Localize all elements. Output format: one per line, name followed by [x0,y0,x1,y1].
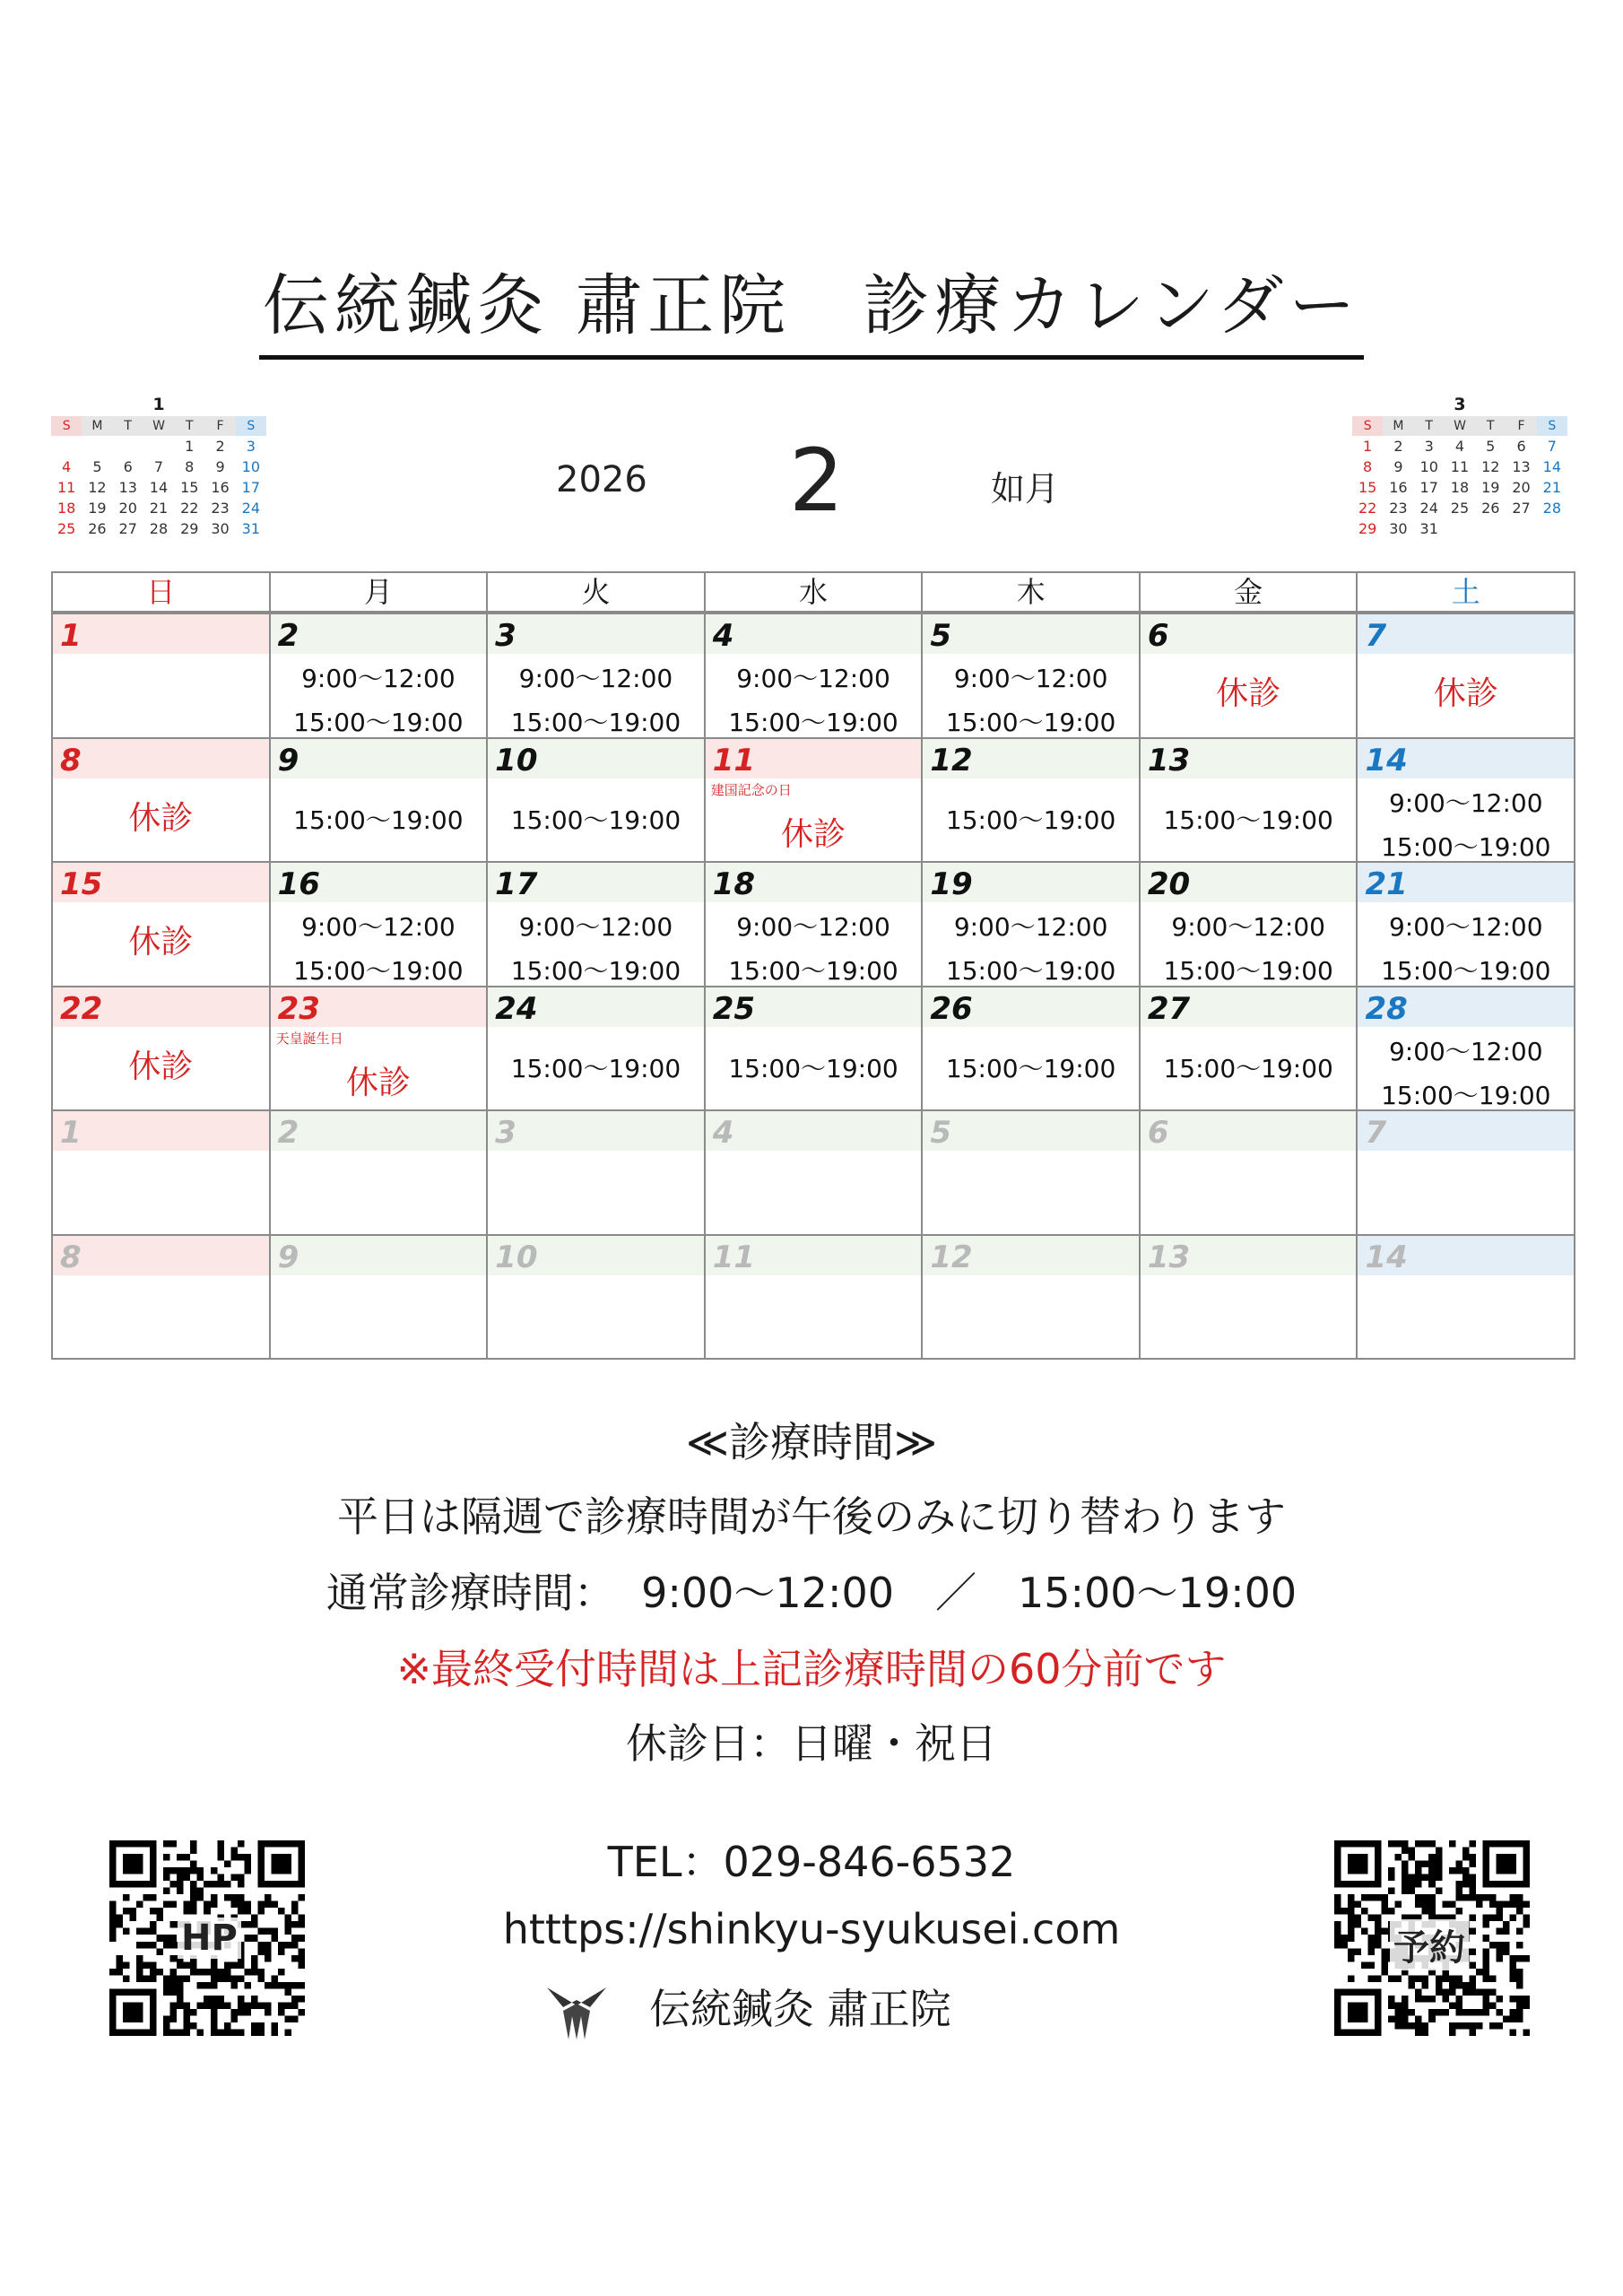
calendar-day-cell [486,739,704,862]
calendar-day-cell [1356,1111,1574,1234]
day-header-band [53,1236,269,1275]
page-title: 伝統鍼灸 肅正院 診療カレンダー [0,253,1623,360]
mini-day: 23 [211,500,230,517]
website-url[interactable]: htttps://shinkyu-syukusei.com [502,1905,1121,1953]
weekday-header: 日 [146,575,176,609]
mini-day: 30 [1389,520,1408,537]
weekday-header: 金 [1139,573,1357,611]
closed-days: 休診日：日曜・祝日 [626,1719,997,1768]
calendar-day-cell [53,739,269,862]
mini-weekday: T [174,416,204,436]
day-number: 28 [1365,990,1408,1027]
day-number: 10 [495,1239,538,1275]
calendar-day-cell [921,739,1139,862]
mini-day: 4 [1454,438,1465,455]
mini-day: 13 [118,479,137,496]
calendar-day-cell [704,987,922,1110]
calendar-week-row [53,737,1574,862]
mini-day: 16 [1389,479,1408,496]
day-number: 6 [1147,618,1169,654]
afternoon-hours: 15:00〜19:00 [1381,956,1551,986]
day-number: 1 [60,1115,82,1151]
mini-weekday: T [1475,416,1506,436]
afternoon-hours: 15:00〜19:00 [293,708,464,737]
hours-heading: ≪診療時間≫ [685,1418,938,1466]
mini-day: 7 [153,458,164,475]
mini-weekday: W [1445,416,1475,436]
mini-day: 26 [88,520,107,537]
day-number: 14 [1365,1239,1408,1275]
calendar-day-cell [921,863,1139,986]
calendar-day-cell [269,1236,487,1359]
mini-day: 26 [1481,500,1500,517]
weekday-header-row [53,573,1574,613]
mini-day: 19 [88,500,107,517]
mini-day: 27 [118,520,137,537]
mini-day [51,436,82,457]
mini-day: 19 [1481,479,1500,496]
calendar-day-cell [486,863,704,986]
afternoon-only-hours: 15:00〜19:00 [510,1053,681,1083]
mini-day: 24 [241,500,261,517]
day-number: 12 [930,742,973,778]
mini-day: 17 [241,479,261,496]
mini-weekday: S [1352,416,1383,436]
month-jp-name: 如月 [991,469,1060,509]
clinic-logo-icon [545,1980,608,2043]
mini-day [143,436,174,457]
mini-day [1537,518,1567,539]
day-number: 8 [60,1239,82,1275]
calendar-day-cell [53,987,269,1110]
mini-day: 2 [1393,438,1403,455]
afternoon-hours: 15:00〜19:00 [510,956,681,986]
calendar-day-cell [53,614,269,737]
mini-day: 12 [1481,458,1500,475]
day-number: 5 [930,618,951,654]
day-header-band [1358,1111,1574,1151]
hours-note: 平日は隔週で診療時間が午後のみに切り替わります [337,1492,1286,1541]
day-number: 21 [1365,866,1408,902]
day-header-band [488,614,704,654]
mini-weekday: S [236,416,266,436]
calendar-day-cell [704,739,922,862]
mini-day: 28 [1542,500,1562,517]
day-number: 20 [1147,866,1191,902]
day-header-band [53,614,269,654]
mini-day: 5 [1486,438,1496,455]
calendar-day-cell [269,614,487,737]
mini-day: 11 [1450,458,1470,475]
mini-calendar-next-label: 3 [1454,395,1466,414]
day-header-band [488,1111,704,1151]
day-number: 22 [60,990,103,1027]
holiday-name: 天皇誕生日 [275,1030,343,1047]
mini-day: 8 [185,458,195,475]
calendar-day-cell [1356,863,1574,986]
calendar-day-cell [1356,739,1574,862]
mini-day: 31 [1419,520,1438,537]
mini-calendar-prev-grid [51,416,266,539]
month-calendar [51,571,1575,1360]
mini-day [1475,518,1506,539]
afternoon-only-hours: 15:00〜19:00 [293,804,464,835]
mini-day [1506,518,1536,539]
day-number: 3 [495,1115,516,1151]
mini-day: 14 [1542,458,1562,475]
mini-weekday: F [1506,416,1536,436]
calendar-day-cell [1139,1236,1357,1359]
calendar-day-cell [269,987,487,1110]
day-number: 17 [495,866,538,902]
day-header-band [706,1111,922,1151]
day-number: 11 [712,1239,756,1275]
calendar-day-cell [53,1236,269,1359]
mini-day [1445,518,1475,539]
mini-weekday: W [143,416,174,436]
morning-hours: 9:00〜12:00 [1171,912,1325,942]
afternoon-only-hours: 15:00〜19:00 [510,804,681,835]
weekday-header: 木 [921,573,1139,611]
calendar-day-cell [1139,614,1357,737]
day-number: 10 [495,742,538,778]
day-number: 15 [60,866,103,902]
calendar-day-cell [704,1111,922,1234]
mini-weekday: M [82,416,112,436]
calendar-day-cell [53,863,269,986]
mini-day: 31 [241,520,261,537]
day-number: 19 [930,866,973,902]
mini-day: 10 [1419,458,1438,475]
mini-day: 1 [1363,438,1373,455]
morning-hours: 9:00〜12:00 [953,912,1108,942]
closed-label: 休診 [128,1048,194,1085]
mini-weekday: T [113,416,143,436]
mini-day: 2 [215,438,225,455]
mini-day: 29 [1358,520,1377,537]
day-number: 24 [495,990,538,1027]
mini-day: 8 [1363,458,1373,475]
mini-day: 18 [1450,479,1470,496]
mini-day: 16 [211,479,230,496]
mini-day: 22 [1358,500,1377,517]
calendar-day-cell [269,739,487,862]
mini-day: 21 [1542,479,1562,496]
day-number: 23 [277,990,320,1027]
mini-day: 9 [215,458,225,475]
calendar-day-cell [486,1236,704,1359]
day-number: 7 [1365,1115,1387,1151]
morning-hours: 9:00〜12:00 [1388,1036,1543,1066]
afternoon-hours: 15:00〜19:00 [1163,956,1333,986]
calendar-day-cell [704,614,922,737]
calendar-day-cell [704,1236,922,1359]
afternoon-only-hours: 15:00〜19:00 [1163,1053,1333,1083]
day-number: 12 [930,1239,973,1275]
mini-weekday: M [1383,416,1413,436]
mini-day: 7 [1547,438,1557,455]
mini-day: 28 [149,520,169,537]
calendar-day-cell [1356,614,1574,737]
day-header-band [923,1111,1139,1151]
day-number: 14 [1365,742,1408,778]
calendar-day-cell [269,863,487,986]
mini-calendar-prev-label: 1 [152,395,165,414]
day-number: 8 [60,742,82,778]
day-header-band [923,614,1139,654]
calendar-week-row [53,613,1574,737]
afternoon-hours: 15:00〜19:00 [945,956,1116,986]
afternoon-only-hours: 15:00〜19:00 [945,804,1116,835]
day-number: 1 [60,618,82,654]
closed-label: 休診 [1433,675,1498,712]
day-number: 9 [277,742,299,778]
day-header-band [53,1111,269,1151]
day-number: 2 [277,1115,299,1151]
mini-day: 3 [1424,438,1434,455]
tel: TEL：029-846-6532 [607,1838,1016,1886]
day-header-band [1141,614,1357,654]
mini-day: 24 [1419,500,1438,517]
day-header-band [271,739,487,778]
afternoon-hours: 15:00〜19:00 [945,708,1116,737]
day-header-band [271,614,487,654]
morning-hours: 9:00〜12:00 [736,664,890,693]
mini-day: 25 [56,520,76,537]
mini-day: 11 [56,479,76,496]
morning-hours: 9:00〜12:00 [301,664,456,693]
afternoon-only-hours: 15:00〜19:00 [1163,804,1333,835]
calendar-day-cell [486,614,704,737]
morning-hours: 9:00〜12:00 [1388,787,1543,818]
mini-day: 4 [62,458,72,475]
morning-hours: 9:00〜12:00 [301,912,456,942]
day-number: 2 [277,618,299,654]
mini-day: 27 [1512,500,1531,517]
mini-day: 29 [180,520,199,537]
mini-weekday: S [51,416,82,436]
day-number: 6 [1147,1115,1169,1151]
afternoon-only-hours: 15:00〜19:00 [728,1053,898,1083]
closed-label: 休診 [345,1064,411,1101]
calendar-day-cell [1139,863,1357,986]
afternoon-only-hours: 15:00〜19:00 [945,1053,1116,1083]
mini-day: 15 [1358,479,1377,496]
mini-weekday: T [1414,416,1445,436]
mini-calendar-prev [51,395,266,539]
calendar-week-row [53,986,1574,1110]
mini-day: 20 [1512,479,1531,496]
calendar-day-cell [53,1111,269,1234]
calendar-day-cell [921,1236,1139,1359]
mini-day: 20 [118,500,137,517]
holiday-name: 建国記念の日 [710,781,792,798]
regular-hours: 通常診療時間： 9:00〜12:00 ／ 15:00〜19:00 [325,1569,1298,1617]
mini-calendar-next-grid [1352,416,1567,539]
calendar-day-cell [1139,739,1357,862]
closed-label: 休診 [128,799,194,837]
last-reception-note: ※最終受付時間は上記診療時間の60分前です [396,1645,1227,1693]
clinic-name: 伝統鍼灸 肅正院 [649,1985,951,2033]
mini-day: 30 [211,520,230,537]
mini-day: 15 [180,479,199,496]
mini-day: 5 [92,458,102,475]
day-number: 5 [930,1115,951,1151]
calendar-day-cell [1356,987,1574,1110]
day-number: 25 [712,990,756,1027]
qr-reservation-label: 予約 [1390,1919,1469,1970]
mini-calendar-next [1352,395,1567,539]
morning-hours: 9:00〜12:00 [518,664,673,693]
weekday-header: 月 [269,573,487,611]
morning-hours: 9:00〜12:00 [953,664,1108,693]
calendar-day-cell [921,987,1139,1110]
mini-day [82,436,112,457]
day-number: 26 [930,990,973,1027]
afternoon-hours: 15:00〜19:00 [1381,1080,1551,1109]
afternoon-hours: 15:00〜19:00 [728,956,898,986]
day-number: 27 [1147,990,1191,1027]
weekday-header: 火 [486,573,704,611]
calendar-day-cell [1139,1111,1357,1234]
calendar-day-cell [1356,1236,1574,1359]
closed-label: 休診 [1216,675,1281,712]
calendar-day-cell [921,1111,1139,1234]
day-number: 9 [277,1239,299,1275]
mini-day: 6 [123,458,133,475]
day-number: 3 [495,618,516,654]
mini-day: 10 [241,458,261,475]
morning-hours: 9:00〜12:00 [518,912,673,942]
mini-day: 6 [1516,438,1526,455]
calendar-week-row [53,861,1574,986]
day-number: 11 [712,742,756,778]
mini-day [113,436,143,457]
morning-hours: 9:00〜12:00 [1388,912,1543,942]
weekday-header: 土 [1356,573,1574,611]
day-header-band [271,1111,487,1151]
mini-day: 21 [149,500,169,517]
calendar-day-cell [269,1111,487,1234]
day-number: 7 [1365,618,1387,654]
mini-day: 12 [88,479,107,496]
mini-day: 17 [1419,479,1438,496]
day-number: 4 [712,1115,734,1151]
afternoon-hours: 15:00〜19:00 [293,956,464,986]
calendar-day-cell [1139,987,1357,1110]
calendar-day-cell [486,1111,704,1234]
day-header-band [271,1236,487,1275]
calendar-day-cell [486,987,704,1110]
day-number: 13 [1147,1239,1191,1275]
qr-hp-label: HP [178,1918,241,1959]
mini-day: 13 [1512,458,1531,475]
morning-hours: 9:00〜12:00 [736,912,890,942]
weekday-header: 水 [704,573,922,611]
day-header-band [1141,1111,1357,1151]
day-number: 4 [712,618,734,654]
mini-day: 14 [149,479,169,496]
day-number: 16 [277,866,320,902]
mini-day: 22 [180,500,199,517]
calendar-day-cell [921,614,1139,737]
afternoon-hours: 15:00〜19:00 [728,708,898,737]
day-number: 18 [712,866,756,902]
mini-weekday: S [1537,416,1567,436]
mini-day: 25 [1450,500,1470,517]
day-header-band [706,614,922,654]
day-header-band [53,739,269,778]
closed-label: 休診 [128,924,194,961]
day-header-band [1358,614,1574,654]
mini-day: 3 [246,438,256,455]
year-label: 2026 [556,459,647,500]
mini-day: 1 [185,438,195,455]
day-number: 13 [1147,742,1191,778]
mini-day: 23 [1389,500,1408,517]
closed-label: 休診 [781,815,846,853]
calendar-day-cell [704,863,922,986]
afternoon-hours: 15:00〜19:00 [510,708,681,737]
mini-day: 9 [1393,458,1403,475]
mini-day: 18 [56,500,76,517]
month-number: 2 [789,430,845,531]
calendar-week-row [53,1109,1574,1234]
mini-weekday: F [204,416,235,436]
afternoon-hours: 15:00〜19:00 [1381,831,1551,861]
calendar-week-row [53,1234,1574,1359]
